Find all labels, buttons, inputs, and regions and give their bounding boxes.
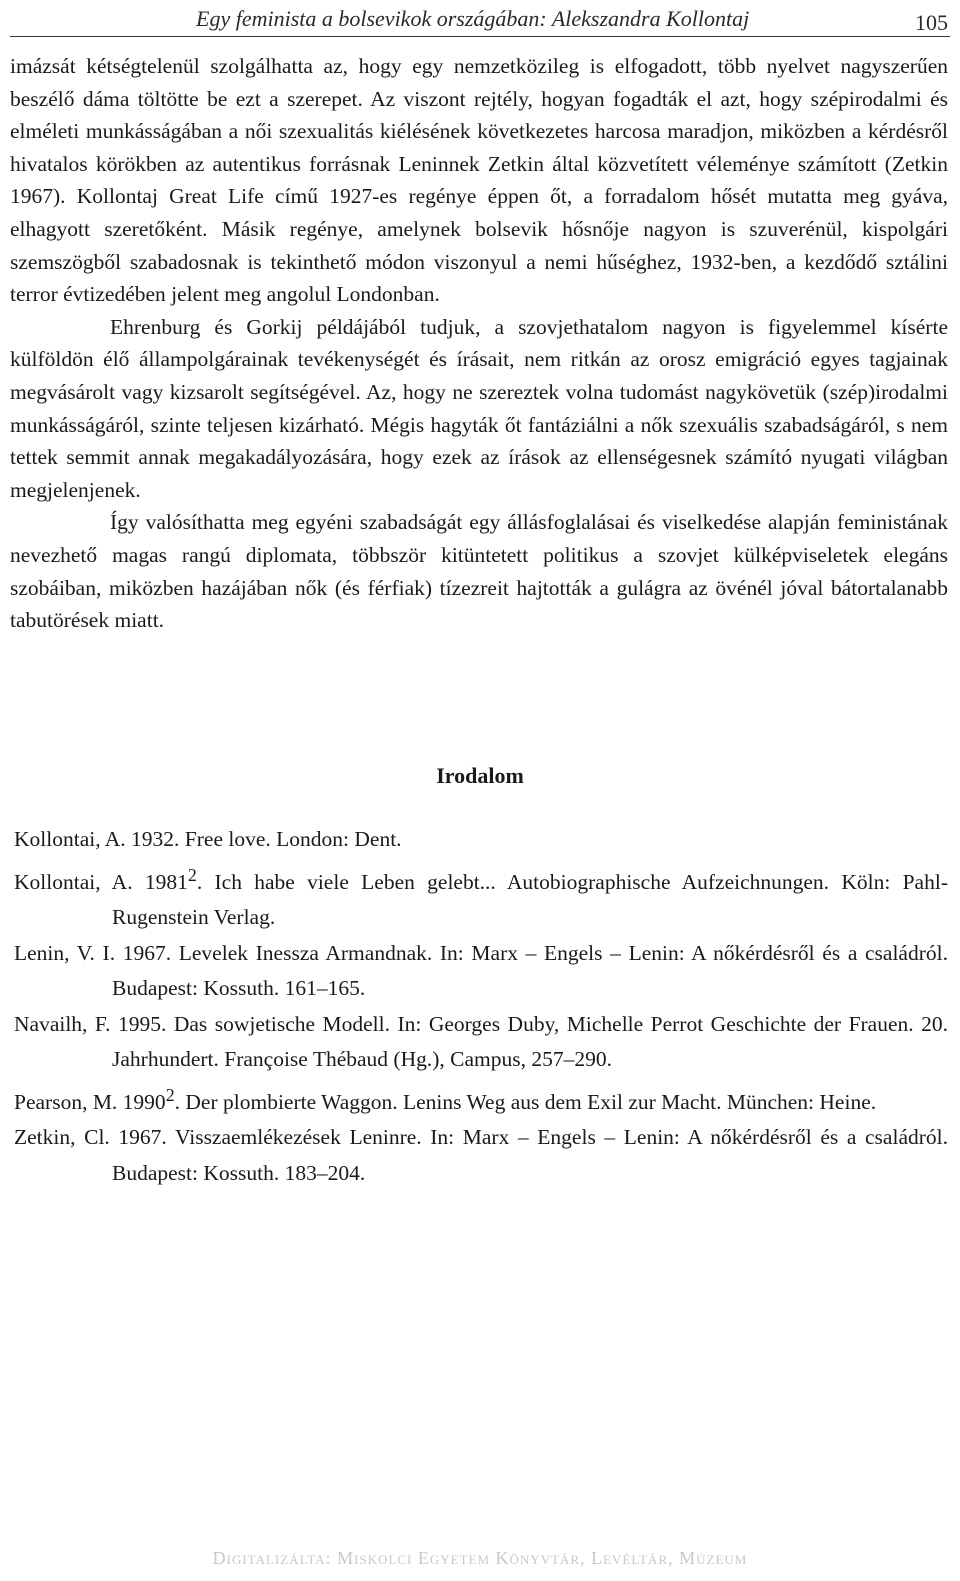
reference-item: Lenin, V. I. 1967. Levelek Inessza Armandnak. In: Marx – Engels – Lenin: A nőkérdésről és a családról. Budapest: Kossuth. 161–165. (14, 940, 948, 1001)
reference-item: Kollontai, A. 1932. Free love. London: Dent. (14, 827, 402, 851)
paragraph: imázsát kétségtelenül szolgálhatta az, hogy egy nemzetközileg is elfogadott, több nyelvet nagyszerűen beszélő dáma töltötte be ezt a szerepet. Az viszont rejtély, hogyan fogadták el azt, hogy szépirodalmi és elméleti munkásságában a női szexualitás kiélésének következetes harcosa maradjon, miközben a kérdésről hivatalos körökben az autentikus forrásnak Leninnek Zetkin által közvetített véleménye számított (Zetkin 1967). Kollontaj Great Life című 1927-es regénye éppen őt, a forradalom hősét mutatta meg gyáva, elhagyott szeretőként. Másik regénye, amelynek bolsevik hősnője nagyon is szuverénül, kispolgári szemszögből szabadosnak is tekinthető módon viszonyul a nemi hűséghez, 1932-ben, a kezdődő sztálini terror évtizedében jelent meg angolul Londonban. (10, 54, 948, 307)
reference-item: Zetkin, Cl. 1967. Visszaemlékezések Leninre. In: Marx – Engels – Lenin: A nőkérdésről és a családról. Budapest: Kossuth. 183–204. (14, 1125, 948, 1185)
reference-item: Pearson, M. 1990$^2$. Der plombierte Waggon. Lenins Weg aus dem Exil zur Macht. München: Heine. (14, 1084, 877, 1114)
reference-item: Kollontai, A. 1981$^2$. Ich habe viele Leben gelebt... Autobiographische Aufzeichnungen. Köln: Pahl-Rugenstein Verlag. (14, 864, 948, 930)
references-heading: Irodalom (436, 763, 524, 788)
paragraph: Így valósíthatta meg egyéni szabadságát egy állásfoglalásai és viselkedése alapján feministának nevezhető magas rangú diplomata, többször kitüntetett politikus a szovjet külképviseletek elegáns szobáiban, miközben hazájában nők (és férfiak) tízezreit hajtották a gulágra az övénél jóval bátortalanabb tabutörések miatt. (10, 510, 948, 633)
page-number: 105 (915, 10, 948, 35)
running-title: Egy feminista a bolsevikok országában: Alekszandra Kollontaj (196, 6, 750, 31)
paragraph: Ehrenburg és Gorkij példájából tudjuk, a szovjethatalom nagyon is figyelemmel kísérte külföldön élő állampolgárainak tevékenységét és írásait, nem ritkán az orosz emigráció egyes tagjainak megvásárolt vagy kizsarolt segítségével. Az, hogy ne szereztek volna tudomást nagykövetük (szép)irodalmi munkásságáról, szinte teljesen kizárható. Mégis hagyták őt fantáziálni a nők szexuális szabadságáról, s nem tettek semmit annak megakadályozására, hogy ezek az írások az ellenségesnek számító nyugati világban megjelenjenek. (10, 314, 948, 502)
reference-list (14, 822, 948, 1191)
digitization-footer: Digitalizálta: Miskolci Egyetem Könyvtár, Levéltár, Múzeum (212, 1548, 748, 1568)
reference-item: Navailh, F. 1995. Das sowjetische Modell. In: Georges Duby, Michelle Perrot Geschichte der Frauen. 20. Jahrhundert. Françoise Thébaud (Hg.), Campus, 257–290. (14, 1011, 948, 1072)
body-text (10, 50, 948, 637)
running-header (10, 6, 950, 37)
